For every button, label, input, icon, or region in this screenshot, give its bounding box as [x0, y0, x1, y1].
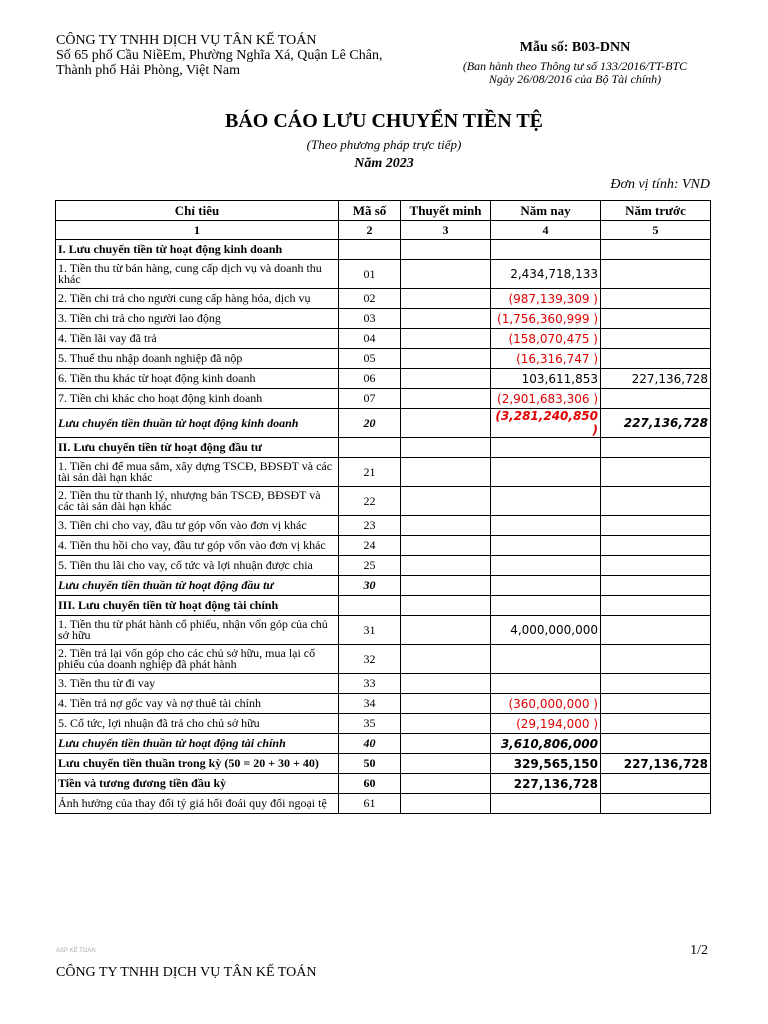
row-note	[401, 714, 491, 734]
row-current-year-amount: (987,139,309 )	[491, 289, 601, 309]
column-number: 2	[339, 221, 401, 240]
row-current-year-amount	[491, 674, 601, 694]
row-code: 31	[339, 616, 401, 645]
row-label: 1. Tiền thu từ bán hàng, cung cấp dịch vụ và doanh thu khác	[56, 260, 339, 289]
table-row	[56, 556, 711, 576]
row-prior-year-amount	[601, 349, 711, 369]
row-label: Lưu chuyển tiền thuần trong kỳ (50 = 20 + 30 + 40)	[56, 754, 339, 774]
row-note	[401, 240, 491, 260]
row-prior-year-amount	[601, 487, 711, 516]
header-current-year: Năm nay	[491, 201, 601, 221]
row-label: 4. Tiền thu hồi cho vay, đầu tư góp vốn vào đơn vị khác	[56, 536, 339, 556]
table-row	[56, 487, 711, 516]
table-row	[56, 734, 711, 754]
table-row	[56, 369, 711, 389]
row-code: 05	[339, 349, 401, 369]
row-note	[401, 556, 491, 576]
table-row	[56, 438, 711, 458]
row-code	[339, 596, 401, 616]
row-label: III. Lưu chuyển tiền từ hoạt động tài chính	[56, 596, 339, 616]
row-prior-year-amount	[601, 329, 711, 349]
row-prior-year-amount	[601, 516, 711, 536]
row-label: II. Lưu chuyển tiền từ hoạt động đầu tư	[56, 438, 339, 458]
row-prior-year-amount: 227,136,728	[601, 369, 711, 389]
row-current-year-amount	[491, 645, 601, 674]
company-name: CÔNG TY TNHH DỊCH VỤ TÂN KẾ TOÁN	[56, 33, 317, 48]
row-current-year-amount	[491, 438, 601, 458]
row-label: Lưu chuyển tiền thuần từ hoạt động tài chính	[56, 734, 339, 754]
row-code: 06	[339, 369, 401, 389]
table-row	[56, 774, 711, 794]
row-prior-year-amount: 227,136,728	[601, 754, 711, 774]
row-current-year-amount: (1,756,360,999 )	[491, 309, 601, 329]
row-code: 34	[339, 694, 401, 714]
row-current-year-amount: (3,281,240,850 )	[491, 409, 601, 438]
table-row	[56, 674, 711, 694]
row-prior-year-amount	[601, 240, 711, 260]
row-label: 6. Tiền thu khác từ hoạt động kinh doanh	[56, 369, 339, 389]
row-note	[401, 674, 491, 694]
row-prior-year-amount	[601, 289, 711, 309]
row-prior-year-amount	[601, 389, 711, 409]
row-current-year-amount	[491, 516, 601, 536]
row-current-year-amount	[491, 576, 601, 596]
row-code: 02	[339, 289, 401, 309]
row-note	[401, 309, 491, 329]
row-prior-year-amount	[601, 556, 711, 576]
header-note: Thuyết minh	[401, 201, 491, 221]
table-header-row	[56, 201, 711, 221]
footer-watermark: ASP KẾ TOÁN	[56, 948, 96, 954]
form-code: Mẫu số: B03-DNN	[519, 40, 631, 55]
row-note	[401, 329, 491, 349]
row-code: 03	[339, 309, 401, 329]
row-current-year-amount: 329,565,150	[491, 754, 601, 774]
row-note	[401, 487, 491, 516]
row-code: 24	[339, 536, 401, 556]
row-prior-year-amount	[601, 674, 711, 694]
company-address-line-2: Thành phố Hải Phòng, Việt Nam	[56, 63, 240, 78]
row-current-year-amount: 4,000,000,000	[491, 616, 601, 645]
table-row	[56, 389, 711, 409]
table-row	[56, 616, 711, 645]
row-label: 4. Tiền trả nợ gốc vay và nợ thuê tài chính	[56, 694, 339, 714]
row-label: 2. Tiền thu từ thanh lý, nhượng bán TSCĐ, BĐSĐT và các tài sản dài hạn khác	[56, 487, 339, 516]
row-note	[401, 576, 491, 596]
row-prior-year-amount	[601, 309, 711, 329]
row-prior-year-amount	[601, 794, 711, 814]
row-prior-year-amount	[601, 576, 711, 596]
table-row	[56, 754, 711, 774]
header-prior-year: Năm trước	[601, 201, 711, 221]
row-code: 60	[339, 774, 401, 794]
row-label: 5. Thuế thu nhập doanh nghiệp đã nộp	[56, 349, 339, 369]
table-row	[56, 694, 711, 714]
row-note	[401, 774, 491, 794]
row-current-year-amount: (29,194,000 )	[491, 714, 601, 734]
row-note	[401, 754, 491, 774]
row-current-year-amount	[491, 794, 601, 814]
column-number: 1	[56, 221, 339, 240]
row-label: 2. Tiền trả lại vốn góp cho các chủ sở hữu, mua lại cổ phiếu của doanh nghiệp đã phát hành	[56, 645, 339, 674]
row-code: 35	[339, 714, 401, 734]
form-note-line-2: Ngày 26/08/2016 của Bộ Tài chính)	[488, 72, 662, 86]
table-row	[56, 409, 711, 438]
row-code: 20	[339, 409, 401, 438]
row-note	[401, 369, 491, 389]
row-note	[401, 694, 491, 714]
row-code: 22	[339, 487, 401, 516]
table-row	[56, 516, 711, 536]
row-code: 25	[339, 556, 401, 576]
row-prior-year-amount	[601, 714, 711, 734]
row-label: 5. Tiền thu lãi cho vay, cổ tức và lợi nhuận được chia	[56, 556, 339, 576]
row-prior-year-amount	[601, 536, 711, 556]
column-number: 3	[401, 221, 491, 240]
row-label: 1. Tiền thu từ phát hành cổ phiếu, nhận vốn góp của chủ sở hữu	[56, 616, 339, 645]
report-year: Năm 2023	[354, 156, 414, 171]
table-row	[56, 458, 711, 487]
row-label: Lưu chuyển tiền thuần từ hoạt động đầu tư	[56, 576, 339, 596]
table-row	[56, 349, 711, 369]
report-method: (Theo phương pháp trực tiếp)	[306, 137, 462, 152]
row-current-year-amount: 227,136,728	[491, 774, 601, 794]
row-note	[401, 260, 491, 289]
row-code: 01	[339, 260, 401, 289]
header-indicator: Chỉ tiêu	[56, 201, 339, 221]
row-current-year-amount	[491, 240, 601, 260]
row-prior-year-amount	[601, 438, 711, 458]
row-code: 30	[339, 576, 401, 596]
company-address-line-1: Số 65 phố Cầu NiềEm, Phường Nghĩa Xá, Quận Lê Chân,	[56, 48, 383, 63]
row-code: 61	[339, 794, 401, 814]
row-current-year-amount	[491, 596, 601, 616]
row-current-year-amount: (2,901,683,306 )	[491, 389, 601, 409]
row-code: 04	[339, 329, 401, 349]
row-code: 07	[339, 389, 401, 409]
row-note	[401, 409, 491, 438]
row-prior-year-amount: 227,136,728	[601, 409, 711, 438]
row-note	[401, 596, 491, 616]
row-current-year-amount	[491, 556, 601, 576]
form-regulation-note	[440, 60, 710, 86]
row-label: 2. Tiền chi trả cho người cung cấp hàng hóa, dịch vụ	[56, 289, 339, 309]
row-current-year-amount	[491, 458, 601, 487]
footer-company-name: CÔNG TY TNHH DỊCH VỤ TÂN KẾ TOÁN	[56, 965, 317, 980]
row-code	[339, 240, 401, 260]
row-label: Ảnh hưởng của thay đổi tỷ giá hối đoái quy đổi ngoại tệ	[56, 794, 339, 814]
row-note	[401, 289, 491, 309]
table-row	[56, 329, 711, 349]
table-row	[56, 309, 711, 329]
form-code-block	[440, 40, 710, 86]
row-current-year-amount: (360,000,000 )	[491, 694, 601, 714]
company-header	[56, 33, 382, 78]
row-prior-year-amount	[601, 774, 711, 794]
table-row	[56, 289, 711, 309]
row-code: 40	[339, 734, 401, 754]
row-prior-year-amount	[601, 645, 711, 674]
row-note	[401, 438, 491, 458]
row-current-year-amount: (158,070,475 )	[491, 329, 601, 349]
row-label: 4. Tiền lãi vay đã trả	[56, 329, 339, 349]
row-label: Lưu chuyển tiền thuần từ hoạt động kinh doanh	[56, 409, 339, 438]
table-row	[56, 260, 711, 289]
table-row	[56, 576, 711, 596]
column-number: 5	[601, 221, 711, 240]
row-label: 3. Tiền chi cho vay, đầu tư góp vốn vào đơn vị khác	[56, 516, 339, 536]
form-note-line-1: (Ban hành theo Thông tư số 133/2016/TT-BTC	[462, 59, 688, 73]
table-row	[56, 714, 711, 734]
row-code: 50	[339, 754, 401, 774]
row-prior-year-amount	[601, 734, 711, 754]
row-note	[401, 389, 491, 409]
header-code: Mã số	[339, 201, 401, 221]
row-label: 1. Tiền chi để mua sắm, xây dựng TSCĐ, BĐSĐT và các tài sản dài hạn khác	[56, 458, 339, 487]
row-note	[401, 458, 491, 487]
row-current-year-amount	[491, 487, 601, 516]
row-current-year-amount	[491, 536, 601, 556]
table-row	[56, 645, 711, 674]
table-row	[56, 596, 711, 616]
row-current-year-amount: 103,611,853	[491, 369, 601, 389]
row-note	[401, 734, 491, 754]
row-current-year-amount: 2,434,718,133	[491, 260, 601, 289]
row-prior-year-amount	[601, 596, 711, 616]
cash-flow-table	[55, 200, 711, 814]
row-label: 7. Tiền chi khác cho hoạt động kinh doanh	[56, 389, 339, 409]
currency-unit: Đơn vị tính: VND	[610, 177, 710, 192]
page-number: 1/2	[690, 943, 708, 958]
row-current-year-amount: (16,316,747 )	[491, 349, 601, 369]
row-note	[401, 616, 491, 645]
report-title: BÁO CÁO LƯU CHUYỂN TIỀN TỆ	[224, 110, 544, 132]
row-label: 3. Tiền thu từ đi vay	[56, 674, 339, 694]
row-prior-year-amount	[601, 694, 711, 714]
column-number-row	[56, 221, 711, 240]
row-prior-year-amount	[601, 458, 711, 487]
row-note	[401, 349, 491, 369]
row-note	[401, 645, 491, 674]
row-code: 32	[339, 645, 401, 674]
row-prior-year-amount	[601, 260, 711, 289]
row-note	[401, 516, 491, 536]
row-current-year-amount: 3,610,806,000	[491, 734, 601, 754]
row-note	[401, 536, 491, 556]
row-label: 3. Tiền chi trả cho người lao động	[56, 309, 339, 329]
row-code: 21	[339, 458, 401, 487]
row-label: Tiền và tương đương tiền đầu kỳ	[56, 774, 339, 794]
row-code: 23	[339, 516, 401, 536]
row-label: I. Lưu chuyển tiền từ hoạt động kinh doanh	[56, 240, 339, 260]
table-row	[56, 794, 711, 814]
table-row	[56, 240, 711, 260]
row-label: 5. Cổ tức, lợi nhuận đã trả cho chủ sở hữu	[56, 714, 339, 734]
row-note	[401, 794, 491, 814]
column-number: 4	[491, 221, 601, 240]
row-code: 33	[339, 674, 401, 694]
row-prior-year-amount	[601, 616, 711, 645]
row-code	[339, 438, 401, 458]
table-row	[56, 536, 711, 556]
